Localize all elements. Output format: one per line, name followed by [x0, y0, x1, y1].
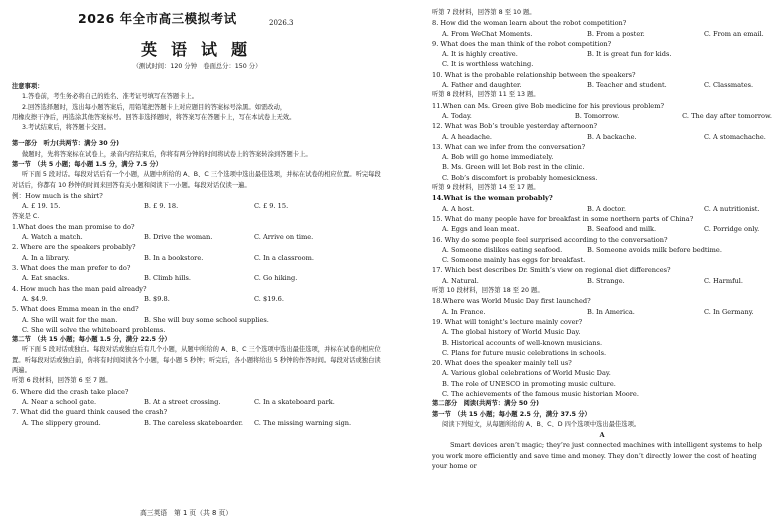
question-16: 16. Why do some people feel surprised according to the conversation? [432, 235, 668, 244]
listening-cue: 听第 10 段材料，回答第 18 至 20 题。 [432, 287, 544, 295]
option-b: B. It is great fun for kids. [587, 50, 672, 59]
section1-intro: 听下面 5 段对话。每段对话后有一个小题，从题中所给的 A、B、C 三个选项中选出最佳选项，并标在试卷的相应位置。听完每段对话后，你都有 10 秒钟的时间来回答有关小题和阅读下一小题。每段对话仅读一遍。 [12, 171, 381, 189]
example-answer: 答案是 C. [12, 212, 40, 220]
option-a: A. It is highly creative. [442, 50, 518, 59]
option-a: A. Someone dislikes eating seafood. [442, 245, 563, 254]
option-b: B. Strange. [587, 276, 625, 285]
option-b: B. $9.8. [144, 294, 170, 303]
part2-section1-heading: 第一节 （共 15 小题；每小题 2.5 分，满分 37.5 分） [432, 410, 591, 418]
question-5-options [12, 315, 382, 325]
option-b: B. The role of UNESCO in promoting music culture. [442, 379, 616, 388]
section2-heading: 第二节 （共 15 小题；每小题 1.5 分，满分 22.5 分） [12, 336, 171, 344]
question-14-options [432, 204, 772, 214]
question-6-options [12, 397, 382, 407]
question-1-options [12, 232, 382, 242]
listening-cue: 听第 7 段材料，回答第 8 至 10 题。 [432, 9, 536, 16]
exam-title: 2026 年全市高三模拟考试 [78, 11, 237, 26]
section1-heading: 第一节 （共 5 小题；每小题 1.5 分，满分 7.5 分） [12, 161, 163, 169]
option-a: A. The global history of World Music Day. [442, 328, 581, 337]
option-b: B. In America. [587, 307, 635, 316]
option-c: C. Someone mainly has eggs for breakfast. [442, 256, 586, 265]
question-19: 19. What will tonight’s lecture mainly cover? [432, 317, 583, 326]
question-17-options [432, 276, 772, 286]
question-15: 15. What do many people have for breakfast in some northern parts of China? [432, 214, 694, 223]
option-c: C. Plans for future music celebrations in schools. [442, 348, 607, 357]
question-17: 17. Which best describes Dr. Smith’s view on regional diet differences? [432, 266, 671, 275]
option-b: B. In a bookstore. [144, 253, 204, 262]
part1-heading: 第一部分 听力(共两节：满分 30 分) [12, 140, 120, 148]
question-11: 11.When can Ms. Green give Bob medicine for his previous problem? [432, 101, 664, 110]
option-c: C. Bob’s discomfort is probably homesickness. [442, 173, 598, 182]
option-b: B. Someone avoids milk before bedtime. [587, 245, 722, 254]
option-c: C. It is worthless watching. [442, 60, 534, 69]
option-b: B. A doctor. [587, 204, 626, 213]
question-15-options [432, 224, 772, 234]
option-b: B. Teacher and student. [587, 81, 667, 90]
part2-heading: 第二部分 阅读(共两节：满分 50 分) [432, 400, 540, 408]
notice-item: 3.考试结束后，将答题卡交回。 [22, 124, 110, 132]
listening-cue: 听第 8 段材料，回答第 11 至 13 题。 [432, 91, 540, 99]
option-b: B. Ms. Green will let Bob rest in the clinic. [442, 163, 585, 172]
option-a: A. In France. [442, 307, 486, 316]
question-8-options [432, 29, 772, 39]
question-4-options [12, 294, 382, 304]
option-c: C. £ 9. 15. [254, 202, 289, 211]
option-c: C. In a classroom. [254, 253, 314, 262]
question-12-options [432, 132, 772, 142]
question-10: 10. What is the probable relationship between the speakers? [432, 70, 636, 79]
part2-intro: 阅读下列短文，从每题所给的 A、B、C、D 四个选项中选出最佳选项。 [442, 420, 641, 428]
question-1: 1.What does the man promise to do? [12, 222, 135, 231]
option-a: A. From WeChat Moments. [442, 29, 533, 38]
question-3-options [12, 273, 382, 283]
question-14: 14.What is the woman probably? [432, 194, 553, 203]
option-c: C. A nutritionist. [704, 204, 760, 213]
option-a: A. Watch a match. [22, 233, 83, 242]
option-c: C. The achievements of the famous music historian Moore. [442, 389, 639, 398]
question-4: 4. How much has the man paid already? [12, 284, 147, 293]
part1-intro: 做题时，先将答案标在试卷上，录音内容结束后，你将有两分钟的时间将试卷上的答案转涂到答题卡上。 [22, 150, 312, 158]
question-6: 6. Where did the crash take place? [12, 387, 129, 396]
option-c: C. Classmates. [704, 81, 754, 90]
section2-intro: 听下面 5 段对话或独白。每段对话或独白后有几个小题，从题中所给的 A、B、C 三个选项中选出最佳选项，并标在试卷的相应位置。听每段对话或独白前，你将有时间阅读各个小题，每小题 5 秒钟；听完后，各小题将给出 5 秒钟的作答时间。每段对话或独白读两遍。 [12, 346, 381, 375]
notice-item: 2.回答选择题时，选出每小题答案后，用铅笔把答题卡上对应题目的答案标号涂黑。如需改动， [22, 103, 287, 111]
option-a: A. The slippery ground. [22, 418, 101, 427]
option-a: A. Various global celebrations of World Music Day. [442, 369, 611, 378]
option-b: B. She will buy some school supplies. [144, 315, 269, 324]
title-row [12, 11, 382, 34]
option-c: C. In Germany. [704, 307, 754, 316]
question-20: 20. What does the speaker mainly tell us? [432, 359, 572, 368]
option-a: A. £ 19. 15. [22, 202, 61, 211]
example-question: 例：How much is the shirt? [12, 191, 103, 200]
option-b: B. Climb hills. [144, 274, 191, 283]
question-16-options [432, 245, 772, 255]
option-a: A. $4.9. [22, 294, 48, 303]
option-a: A. Eat snacks. [22, 274, 70, 283]
option-c: C. Arrive on time. [254, 233, 314, 242]
option-c: C. Go hiking. [254, 274, 298, 283]
option-c: C. $19.6. [254, 294, 284, 303]
option-a: A. Natural. [442, 276, 479, 285]
question-9-options [432, 49, 772, 59]
option-b: B. At a street crossing. [144, 397, 221, 406]
option-b: B. Historical accounts of well-known musicians. [442, 338, 603, 347]
subject-title: 英语试题 [140, 40, 261, 59]
question-7-options [12, 418, 382, 428]
option-a: A. She will wait for the man. [22, 315, 118, 324]
option-b: B. £ 9. 18. [144, 202, 179, 211]
option-a: A. Near a school gate. [22, 397, 97, 406]
question-13: 13. What can we infer from the conversation? [432, 142, 586, 151]
option-c: C. The missing warning sign. [254, 418, 352, 427]
option-c: C. She will solve the whiteboard problems. [22, 325, 166, 334]
question-7: 7. What did the guard think caused the crash? [12, 408, 168, 417]
option-b: B. The careless skateboarder. [144, 418, 244, 427]
option-c: C. Harmful. [704, 276, 743, 285]
question-2: 2. Where are the speakers probably? [12, 243, 136, 252]
notice-item: 1.答卷前，考生务必将自己的姓名、准考证号填写在答题卡上。 [22, 93, 199, 101]
question-11-options [432, 111, 772, 121]
option-b: B. Seafood and milk. [587, 225, 657, 234]
notice-item: 用橡皮擦干净后，再选涂其他答案标号。回答非选择题时，将答案写在答题卡上，写在本试卷上无效。 [12, 113, 296, 121]
option-a: A. Today. [442, 111, 472, 120]
notice-heading: 注意事项： [12, 83, 44, 90]
question-2-options [12, 253, 382, 263]
option-c: C. From an email. [704, 29, 764, 38]
question-12: 12. What was Bob’s trouble yesterday afternoon? [432, 122, 598, 131]
exam-meta: （测试时间：120 分钟 卷面总分：150 分） [132, 63, 262, 70]
listening-cue: 听第 6 段材料，回答第 6 至 7 题。 [12, 377, 112, 385]
question-10-options [432, 80, 772, 90]
passage-text: Smart devices aren’t magic; they’re just connected machines with intelligent systems to help you work more efficiently and save time and money. They don’t directly lower the cost of heating your home or [432, 441, 762, 471]
question-18-options [432, 307, 772, 317]
option-c: C. A stomachache. [704, 132, 766, 141]
option-b: B. A backache. [587, 132, 637, 141]
example-options [12, 201, 382, 211]
option-a: A. In a library. [22, 253, 70, 262]
option-b: B. From a poster. [587, 29, 645, 38]
right-column [392, 0, 780, 526]
question-3: 3. What does the man prefer to do? [12, 264, 131, 273]
option-a: A. Father and daughter. [442, 81, 522, 90]
exam-date: 2026.3 [269, 19, 294, 27]
question-5: 5. What does Emma mean in the end? [12, 305, 139, 314]
option-a: A. A host. [442, 204, 475, 213]
question-9: 9. What does the man think of the robot competition? [432, 39, 612, 48]
option-a: A. A headache. [442, 132, 492, 141]
passage-label: A [599, 431, 605, 440]
page-footer: 高三英语 第 1 页（共 8 页） [140, 508, 233, 517]
question-8: 8. How did the woman learn about the robot competition? [432, 19, 627, 28]
question-18: 18.Where was World Music Day first launched? [432, 297, 591, 306]
option-a: A. Bob will go home immediately. [442, 153, 554, 162]
option-c: C. Porridge only. [704, 225, 760, 234]
listening-cue: 听第 9 段材料，回答第 14 至 17 题。 [432, 184, 540, 192]
option-c: C. The day after tomorrow. [682, 111, 772, 120]
option-b: B. Tomorrow. [574, 111, 620, 120]
option-b: B. Drive the woman. [144, 233, 213, 242]
option-a: A. Eggs and lean meat. [442, 225, 520, 234]
option-c: C. In a skateboard park. [254, 397, 335, 406]
